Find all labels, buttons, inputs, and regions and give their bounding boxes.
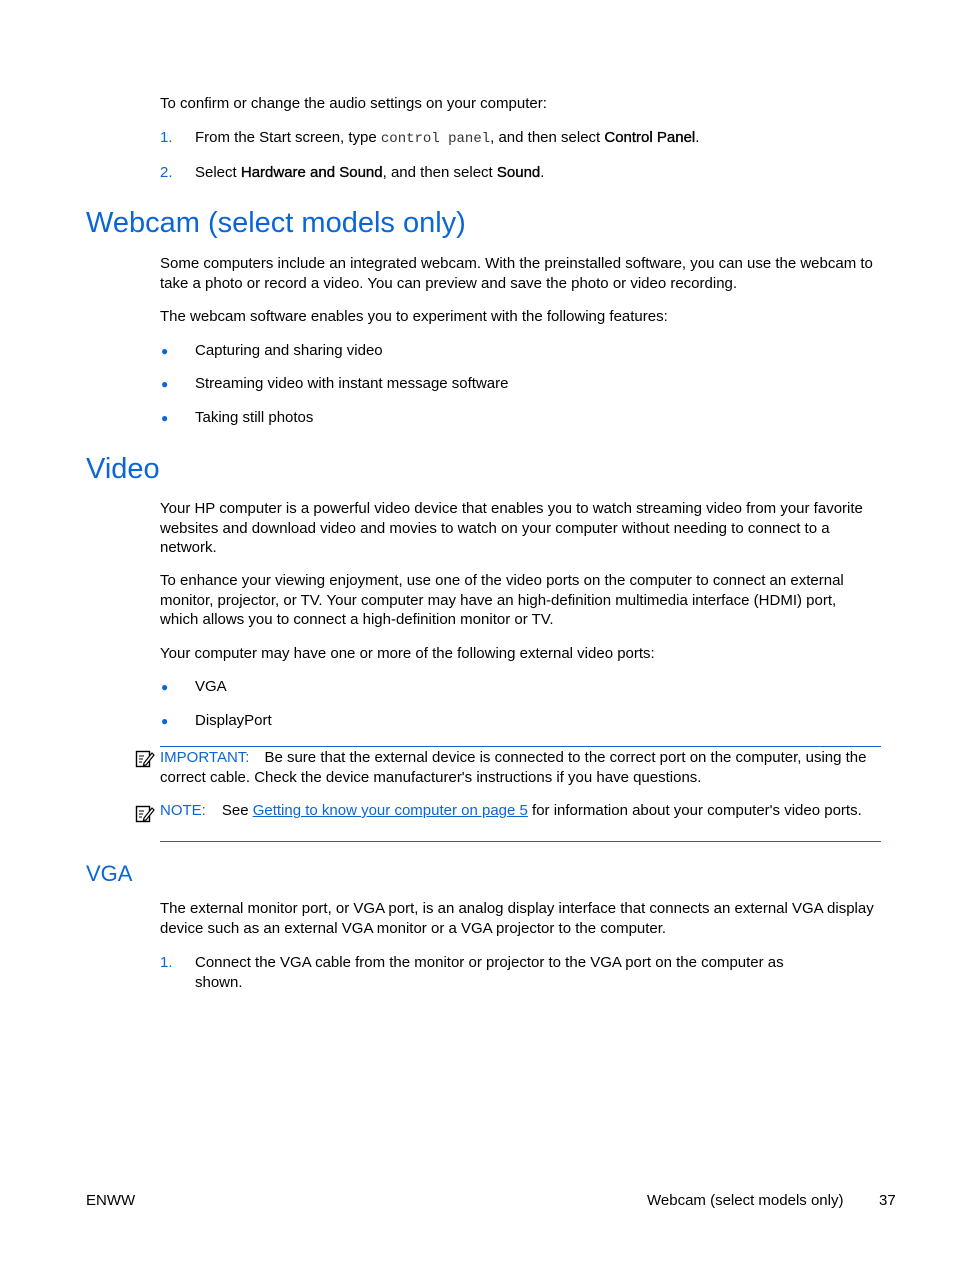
vga-step-1: Connect the VGA cable from the monitor or projector to the VGA port on the computer as shown. [195,954,784,991]
page-link[interactable]: Getting to know your computer on page 5 [252,802,528,819]
code-text: control panel [380,131,491,147]
step-number: 1. [160,129,173,146]
note-text: for information about your computer's video ports. [527,802,862,819]
bullet-icon: ● [161,714,169,728]
step-text: From the Start screen, type [195,129,381,146]
callout-top-rule [160,746,881,747]
step-text: , and then select [382,164,497,181]
note-callout [160,801,875,821]
ui-term: Hardware and Sound [240,164,383,181]
important-label: IMPORTANT: [160,749,250,766]
vga-heading: VGA [86,861,133,886]
audio-step-2 [195,163,875,183]
video-port-item: VGA [195,678,227,695]
vga-paragraph: The external monitor port, or VGA port, is an analog display interface that connects an external VGA display device such as an external VGA monitor or a VGA projector to the computer. [160,900,874,937]
bullet-icon: ● [161,377,169,391]
video-port-item: DisplayPort [195,712,272,729]
step-text: Select [195,164,241,181]
webcam-heading: Webcam (select models only) [86,207,466,239]
webcam-bullet-item: Capturing and sharing video [195,342,383,359]
video-paragraph-2: To enhance your viewing enjoyment, use one of the video ports on the computer to connect an external monitor, projector, or TV. Your computer may have an high-definition multimedia interface (HDMI) port, which allows you to connect a high-definition monitor or TV. [160,572,844,628]
webcam-paragraph-1: Some computers include an integrated webcam. With the preinstalled software, you can use the webcam to take a photo or record a video. You can preview and save the photo or video recording. [160,255,873,292]
video-paragraph-3: Your computer may have one or more of the following external video ports: [160,645,655,662]
step-text: , and then select [490,129,605,146]
note-text: See [221,802,253,819]
step-number: 1. [160,954,173,971]
webcam-paragraph-2: The webcam software enables you to experiment with the following features: [160,308,668,325]
webcam-bullet-item: Taking still photos [195,409,314,426]
callout-bottom-rule [160,841,881,842]
bullet-icon: ● [161,680,169,694]
important-callout [160,748,875,787]
video-heading: Video [86,453,160,485]
webcam-bullet-item: Streaming video with instant message software [195,375,509,392]
note-label: NOTE: [160,802,206,819]
step-text: . [540,164,545,181]
note-pencil-icon [135,804,155,824]
page-number: 37 [879,1192,896,1209]
audio-step-1 [195,128,875,150]
note-pencil-icon [135,749,155,769]
intro-text: To confirm or change the audio settings on your computer: [160,95,547,112]
video-paragraph-1: Your HP computer is a powerful video device that enables you to watch streaming video from your favorite websites and download video and movies to watch on your computer without needing to connect to a network. [160,500,863,556]
footer-left: ENWW [86,1192,136,1209]
bullet-icon: ● [161,411,169,425]
footer-section-title: Webcam (select models only) [647,1192,844,1209]
step-number: 2. [160,164,173,181]
important-text: Be sure that the external device is connected to the correct port on the computer, using the correct cable. Check the device manufacturer's instructions if you have questions. [160,749,867,786]
ui-term: Sound [496,164,541,181]
bullet-icon: ● [161,344,169,358]
ui-term: Control Panel [604,129,696,146]
step-text: . [695,129,700,146]
